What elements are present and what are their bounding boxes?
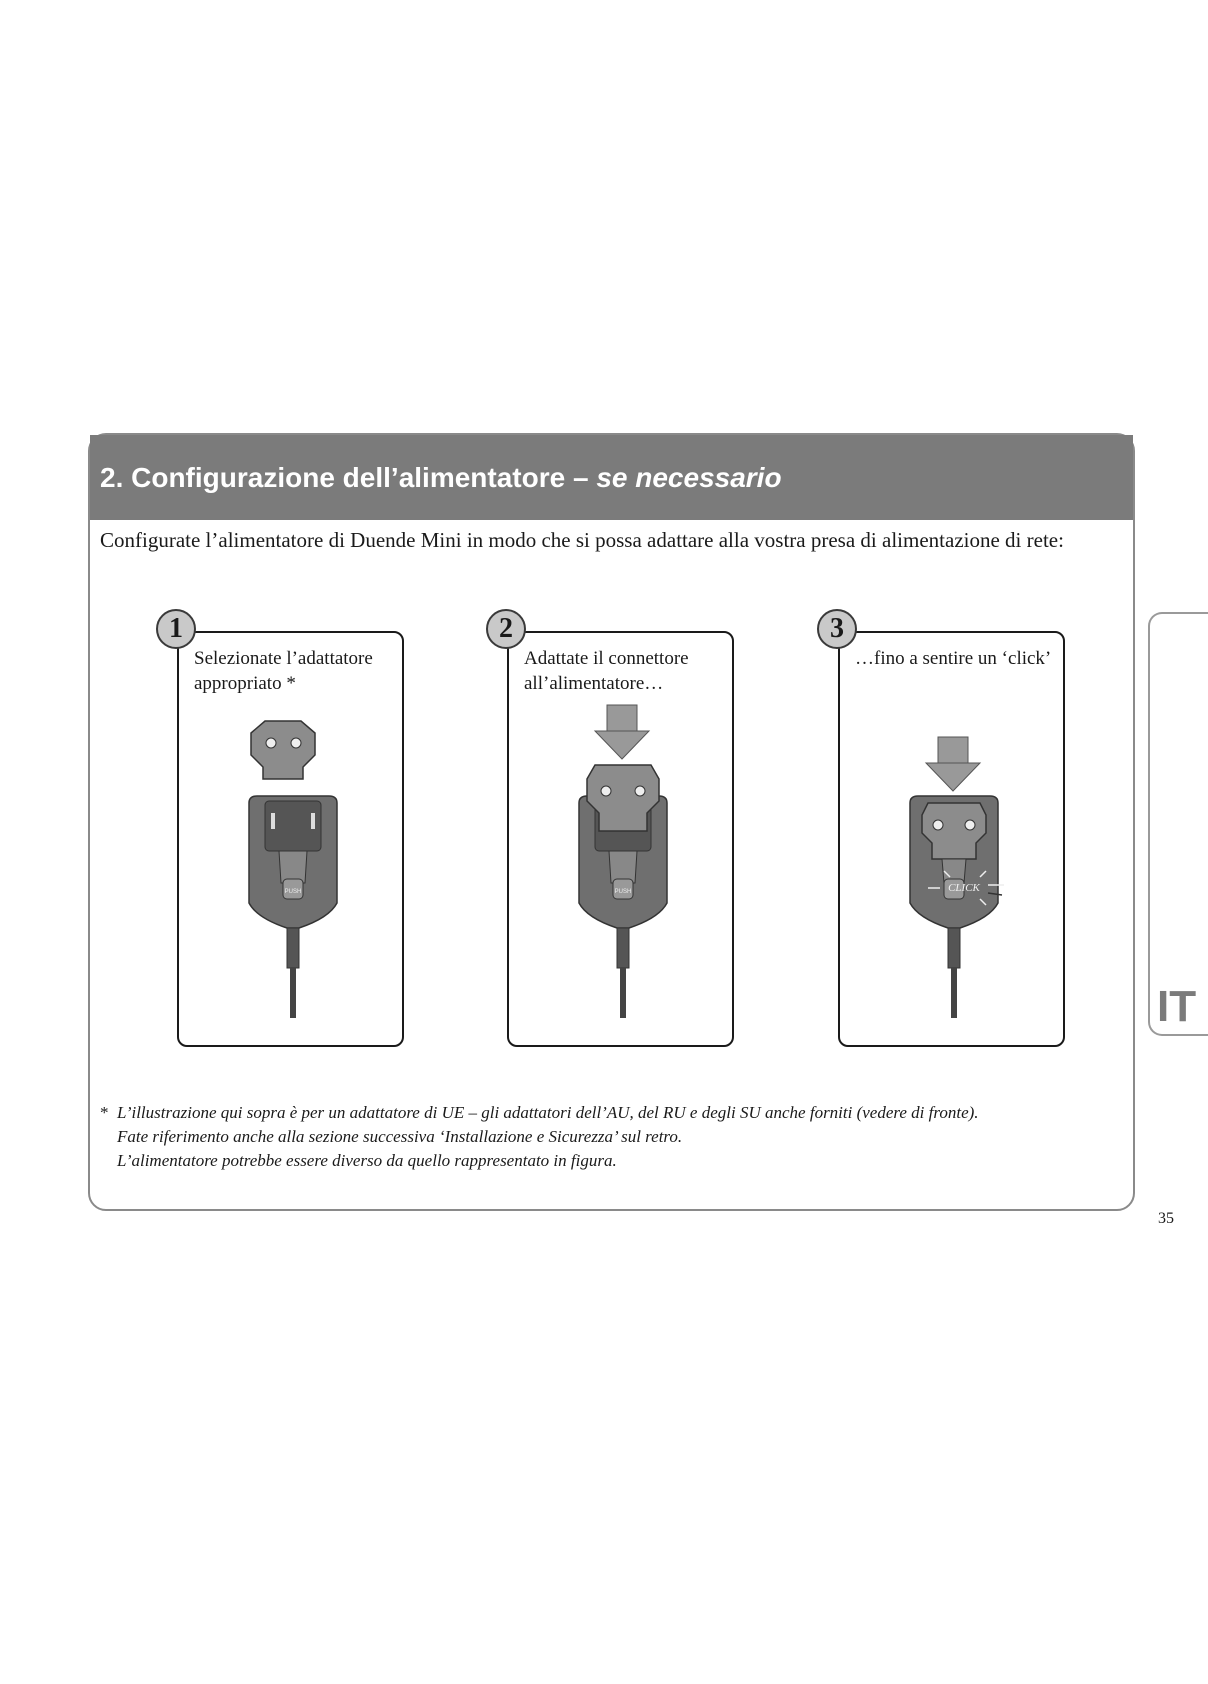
language-tab-label: IT (1157, 982, 1197, 1031)
step-1-box (177, 631, 404, 1047)
step-3-illustration (840, 633, 1067, 1049)
step-2-illustration (509, 633, 736, 1049)
step-1-number: 1 (156, 609, 196, 649)
step-2-box (507, 631, 734, 1047)
step-2-text: Adattate il connettore all’alimentatore… (524, 648, 689, 694)
intro-text: Configurate l’alimentatore di Duende Mini in modo che si possa adattare alla vostra presa di alimentazione di rete: (100, 528, 1064, 552)
power-supply-icon (249, 796, 337, 1018)
footnote-line-2: Fate riferimento anche alla sezione successiva ‘Installazione e Sicurezza’ sul retro. (117, 1127, 683, 1146)
step-3-box (838, 631, 1065, 1047)
step-1-illustration (179, 633, 406, 1049)
click-label: CLICK (948, 882, 980, 894)
language-tab (1148, 612, 1208, 1036)
page-number: 35 (1158, 1210, 1174, 1227)
footnote-line-1: L’illustrazione qui sopra è per un adattatore di UE – gli adattatori dell’AU, del RU e degli SU anche forniti (vedere di fronte). (117, 1103, 979, 1122)
push-label: PUSH (614, 889, 632, 895)
step-2-number: 2 (486, 609, 526, 649)
section-title (100, 462, 782, 494)
power-supply-icon (910, 796, 998, 1018)
section-title-main: 2. Configurazione dell’alimentatore – (100, 461, 597, 493)
footnote-line-3: L’alimentatore potrebbe essere diverso da quello rappresentato in figura. (117, 1151, 617, 1170)
section-header (90, 435, 1133, 520)
section-title-italic: se necessario (596, 461, 782, 493)
step-1-text: Selezionate l’adattatore appropriato * (194, 648, 373, 694)
down-arrow-icon (926, 737, 980, 791)
footnote-marker: * (100, 1103, 109, 1122)
step-3-number: 3 (817, 609, 857, 649)
push-label: PUSH (284, 889, 302, 895)
eu-adapter-icon (251, 721, 315, 779)
step-3-text: …fino a sentire un ‘click’ (855, 648, 1052, 669)
down-arrow-icon (595, 705, 649, 759)
footnote (100, 1101, 979, 1173)
